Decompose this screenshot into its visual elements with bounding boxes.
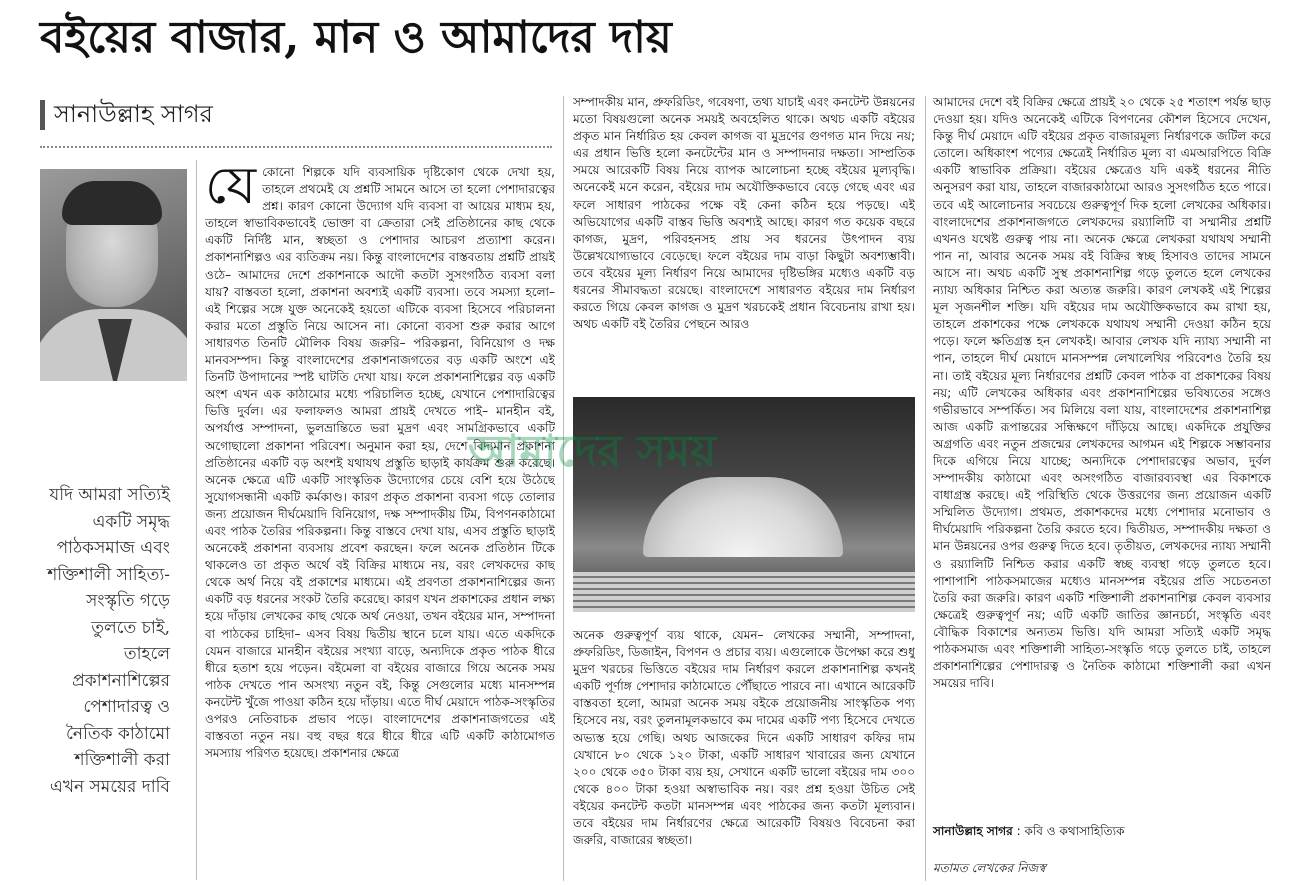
article-column-2-bottom: [573, 627, 915, 882]
author-photo: [40, 169, 187, 381]
byline-bar: [40, 100, 45, 130]
opinion-disclaimer: মতামত লেখকের নিজস্ব: [933, 861, 1046, 875]
author-hair: [62, 181, 162, 225]
byline: সানাউল্লাহ সাগর: [54, 100, 213, 128]
column-divider-1: [196, 160, 197, 880]
column-3-text: আমাদের দেশে বই বিক্রির ক্ষেত্রে প্রায়ই ২০ থেকে ২৫ শতাংশ পর্যন্ত ছাড় দেওয়া হয়। যদিও অনেকেই এটিকে বিপণনের কৌশল হিসেবে দেখেন, কিন্তু দীর্ঘ মেয়াদে এটি বইয়ের প্রকৃত বাজারমূল্য নির্ধারণকে জটিল করে তোলে। অধিকাংশ পণ্যের ক্ষেত্রেই নির্ধারিত মূল্য বা এমআরপিতে বিক্রি একটি স্বাভাবিক প্রক্রিয়া। বইয়ের ক্ষেত্রেও যদি একই ধরনের নীতি অনুসরণ করা যায়, তাহলে বাজারকাঠামো আরও সুসংগঠিত হতে পারে। তবে এই আলোচনার সবচেয়ে গুরুত্বপূর্ণ দিক হলো লেখকের অধিকার। বাংলাদেশের প্রকাশনাজগতে লেখকদের রয়্যালিটি বা সম্মানীর প্রশ্নটি এখনও যথেষ্ট গুরুত্ব পায় না। অনেক ক্ষেত্রে লেখকরা যথাযথ সম্মানী পান না, আবার অনেক সময় বই বিক্রির স্বচ্ছ হিসাবও তাদের সামনে আসে না। অথচ একটি সুস্থ প্রকাশনাশিল্প গড়ে তুলতে হলে লেখকের ন্যায্য অধিকার নিশ্চিত করা অত্যন্ত জরুরি। কারণ লেখকই এই শিল্পের মূল সৃজনশীল শক্তি। যদি বইয়ের দাম অযৌক্তিকভাবে কম রাখা হয়, তাহলে প্রকাশকের পক্ষে লেখককে যথাযথ সম্মানী দেওয়া কঠিন হয়ে পড়ে। ফলে ক্ষতিগ্রস্ত হন লেখকই। আবার লেখক যদি ন্যায্য সম্মানী না পান, তাহলে দীর্ঘ মেয়াদে মানসম্পন্ন লেখালেখির পরিবেশও তৈরি হয় না। তাই বইয়ের মূল্য নির্ধারণের প্রশ্নটি কেবল পাঠক বা প্রকাশকের বিষয় নয়; এটি লেখকের অধিকার এবং প্রকাশনাশিল্পের ভবিষ্যতের সঙ্গেও গভীরভাবে সম্পর্কিত। সব মিলিয়ে বলা যায়, বাংলাদেশের প্রকাশনাশিল্প আজ একটি রূপান্তরের সন্ধিক্ষণে দাঁড়িয়ে আছে। একদিকে প্রযুক্তির অগ্রগতি এবং নতুন প্রজন্মের লেখকদের আগমন এই শিল্পকে সম্ভাবনার দিকে এগিয়ে নিয়ে যাচ্ছে; অন্যদিকে পেশাদারত্বের অভাব, দুর্বল সম্পাদকীয় কাঠামো এবং অসংগঠিত বাজারব্যবস্থা এর বিকাশকে বাধাগ্রস্ত করছে। এই পরিস্থিতি থেকে উত্তরণের জন্য প্রয়োজন একটি সম্মিলিত উদ্যোগ। প্রথমত, প্রকাশকদের মধ্যে পেশাদার মনোভাব ও দীর্ঘমেয়াদি পরিকল্পনা তৈরি করতে হবে। দ্বিতীয়ত, সম্পাদকীয় দক্ষতা ও মান উন্নয়নের ওপর গুরুত্ব দিতে হবে। তৃতীয়ত, লেখকদের ন্যায্য সম্মানী ও রয়্যালিটি নিশ্চিত করার একটি স্বচ্ছ ব্যবস্থা গড়ে তুলতে হবে। পাশাপাশি পাঠকসমাজের মধ্যেও মানসম্পন্ন বইয়ের প্রতি সচেতনতা তৈরি করা জরুরি। কারণ একটি শক্তিশালী প্রকাশনাশিল্প কেবল ব্যবসার ক্ষেত্রেই গুরুত্বপূর্ণ নয়; এটি একটি জাতির জ্ঞানচর্চা, সংস্কৃতি এবং বৌদ্ধিক বিকাশের অন্যতম ভিত্তি। যদি আমরা সত্যিই একটি সমৃদ্ধ পাঠকসমাজ এবং শক্তিশালী সাহিত্য-সংস্কৃতি গড়ে তুলতে চাই, তাহলে প্রকাশনাশিল্পের পেশাদারত্ব ও নৈতিক কাঠামো শক্তিশালী করা এখন সময়ের দাবি।: [933, 95, 1271, 691]
column-divider-3: [925, 96, 926, 881]
column-2-bottom-text: অনেক গুরুত্বপূর্ণ ব্যয় থাকে, যেমন– লেখকের সম্মানী, সম্পাদনা, প্রুফরিডিং, ডিজাইন, বিপণন ও প্রচার ব্যয়। এগুলোকে উপেক্ষা করে শুধু মুদ্রণ খরচের ভিত্তিতে বইয়ের দাম নির্ধারণ করলে প্রকাশনাশিল্প কখনই একটি পূর্ণাঙ্গ পেশাদার কাঠামোতে পৌঁছাতে পারবে না। এখানে আরেকটি বাস্তবতা হলো, আমরা অনেক সময় বইকে প্রয়োজনীয় সাংস্কৃতিক পণ্য হিসেবে নয়, বরং তুলনামূলকভাবে কম দামের একটি পণ্য হিসেবে দেখতে অভ্যস্ত হয়ে গেছি। অথচ আজকের দিনে একটি সাধারণ কফির দাম যেখানে ৮০ থেকে ১২০ টাকা, একটি সাধারণ খাবারের জন্য যেখানে ২০০ থেকে ৩৫০ টাকা ব্যয় হয়, সেখানে একটি ভালো বইয়ের দাম ৩০০ থেকে ৪০০ টাকা হওয়া অস্বাভাবিক নয়। বরং প্রশ্ন হওয়া উচিত সেই বইয়ের কনটেন্ট কতটা মানসম্পন্ন এবং পাঠকের জন্য কতটা মূল্যবান। তবে বইয়ের দাম নির্ধারণের ক্ষেত্রে আরেকটি বিষয়ও বিবেচনা করা জরুরি, বাজারের স্বচ্ছতা।: [573, 628, 915, 848]
signature-name: সানাউল্লাহ সাগর: [933, 824, 1013, 838]
pull-quote: যদি আমরা সত্যিই একটি সমৃদ্ধ পাঠকসমাজ এবং শক্তিশালী সাহিত্য-সংস্কৃতি গড়ে তুলতে চাই, তাহলে প্রকাশনাশিল্পের পেশাদারত্ব ও নৈতিক কাঠামো শক্তিশালী করা এখন সময়ের দাবি: [47, 485, 170, 797]
column-1-text: কোনো শিল্পকে যদি ব্যবসায়িক দৃষ্টিকোণ থেকে দেখা হয়, তাহলে প্রথমেই যে প্রশ্নটি সামনে আসে তা হলো পেশাদারত্বের প্রশ্ন। কারণ কোনো উদ্যোগ যদি ব্যবসা বা আয়ের মাধ্যম হয়, তাহলে স্বাভাবিকভাবেই ভোক্তা বা ক্রেতারা সেই প্রতিষ্ঠানের কাছ থেকে একটি নির্দিষ্ট মান, স্বচ্ছতা ও পেশাদার আচরণ প্রত্যাশা করেন। প্রকাশনাশিল্পও এর ব্যতিক্রম নয়। কিন্তু বাংলাদেশের বাস্তবতায় প্রশ্নটি প্রায়ই ওঠে– আমাদের দেশে প্রকাশনাকে আদৌ কতটা সুসংগঠিত ব্যবসা বলা যায়? বাস্তবতা হলো, প্রকাশনা অবশ্যই একটি ব্যবসা। তবে সমস্যা হলো– এই শিল্পের সঙ্গে যুক্ত অনেকেই হয়তো এটিকে ব্যবসা হিসেবে পরিচালনা করার মতো প্রস্তুতি নিয়ে আসেন না। কোনো ব্যবসা শুরু করার আগে সাধারণত তিনটি মৌলিক বিষয় জরুরি– পরিকল্পনা, বিনিয়োগ ও দক্ষ মানবসম্পদ। কিন্তু বাংলাদেশের প্রকাশনাজগতের বড় একটি অংশে এই তিনটি উপাদানের স্পষ্ট ঘাটতি দেখা যায়। ফলে প্রকাশনাশিল্পের বড় একটি অংশ এখন এক কাঠামোর মধ্যে পরিচালিত হচ্ছে, যেখানে পেশাদারিত্বের ভিত্তি দুর্বল। এর ফলাফলও আমরা প্রায়ই দেখতে পাই– মানহীন বই, অপর্যাপ্ত সম্পাদনা, ভুলভ্রান্তিতে ভরা মুদ্রণ এবং সামগ্রিকভাবে একটি অগোছালো প্রকাশনা পরিবেশ। অনুমান করা হয়, দেশে বিদ্যমান প্রকাশনা প্রতিষ্ঠানের একটি বড় অংশই যথাযথ প্রস্তুতি ছাড়াই কার্যক্রম শুরু করেছে। অনেক ক্ষেত্রে এটি একটি সাংস্কৃতিক উদ্যোগের চেয়ে বেশি হয়ে উঠেছে সুযোগসন্ধানী একটি কর্মকাণ্ড। কারণ প্রকৃত প্রকাশনা ব্যবসা গড়ে তোলার জন্য প্রয়োজন দীর্ঘমেয়াদি বিনিয়োগ, দক্ষ সম্পাদকীয় টিম, বিপণনকাঠামো এবং পাঠক তৈরির পরিকল্পনা। কিন্তু বাস্তবে দেখা যায়, এসব প্রস্তুতি ছাড়াই অনেকেই প্রকাশনা ব্যবসায় প্রবেশ করছেন। ফলে অনেক প্রতিষ্ঠান টিকে থাকলেও তা প্রকৃত অর্থে বই বিক্রির মাধ্যমে নয়, বরং লেখকদের কাছ থেকে অর্থ নিয়ে বই প্রকাশের মাধ্যমে। এই প্রবণতা প্রকাশনাশিল্পের জন্য একটি বড় ধরনের সংকট তৈরি করেছে। কারণ যখন প্রকাশকের প্রধান লক্ষ্য হয়ে দাঁড়ায় লেখকের কাছ থেকে অর্থ নেওয়া, তখন বইয়ের মান, সম্পাদনা বা পাঠকের চাহিদা– এসব বিষয় দ্বিতীয় স্থানে চলে যায়। এতে একদিকে যেমন বাজারে মানহীন বইয়ের সংখ্যা বাড়ে, অন্যদিকে প্রকৃত পাঠক ধীরে ধীরে হতাশ হয়ে পড়েন। বইমেলা বা বইয়ের বাজারে গিয়ে অনেক সময় পাঠক দেখতে পান অসংখ্য নতুন বই, কিন্তু সেগুলোর মধ্যে মানসম্পন্ন কনটেন্ট খুঁজে পাওয়া কঠিন হয়ে দাঁড়ায়। এতে দীর্ঘ মেয়াদে পাঠক-সংস্কৃতির ওপরও নেতিবাচক প্রভাব পড়ে। বাংলাদেশের প্রকাশনাজগতের এই বাস্তবতা নতুন নয়। বহু বছর ধরে ধীরে ধীরে এটি একটি কাঠামোগত সমস্যায় পরিণত হয়েছে। প্রকাশনার ক্ষেত্রে: [205, 165, 555, 761]
article-column-2-top: [573, 94, 915, 380]
newspaper-watermark: আমাদের সময়: [468, 426, 717, 477]
article-column-1: [205, 164, 555, 884]
drop-cap: যে: [205, 164, 257, 216]
signature-separator: :: [1012, 824, 1025, 838]
author-signature: [933, 823, 1125, 843]
book-stack-graphic: [573, 572, 915, 612]
headline: বইয়ের বাজার, মান ও আমাদের দায়: [40, 12, 672, 63]
dotted-divider: [40, 146, 552, 148]
column-2-top-text: সম্পাদকীয় মান, প্রুফরিডিং, গবেষণা, তথ্য যাচাই এবং কনটেন্ট উন্নয়নের মতো বিষয়গুলো অনেক সময়ই অবহেলিত থাকে। অথচ একটি বইয়ের প্রকৃত মান নির্ধারিত হয় কেবল কাগজ বা মুদ্রণের গুণগত মান দিয়ে নয়; এর প্রধান ভিত্তি হলো কনটেন্টের মান ও সম্পাদনার দক্ষতা। সাম্প্রতিক সময়ে আরেকটি বিষয় নিয়ে ব্যাপক আলোচনা হচ্ছে বইয়ের মূল্যবৃদ্ধি। অনেকেই মনে করেন, বইয়ের দাম অযৌক্তিকভাবে বেড়ে গেছে এবং এর ফলে সাধারণ পাঠকের পক্ষে বই কেনা কঠিন হয়ে পড়ছে। এই অভিযোগের একটি বাস্তব ভিত্তি অবশ্যই আছে। কারণ গত কয়েক বছরে কাগজ, মুদ্রণ, পরিবহনসহ প্রায় সব ধরনের উৎপাদন ব্যয় উল্লেখযোগ্যভাবে বেড়েছে। ফলে বইয়ের দাম বাড়া কিছুটা অবশ্যম্ভাবী। তবে বইয়ের মূল্য নির্ধারণ নিয়ে আমাদের দৃষ্টিভঙ্গির মধ্যেও একটি বড় ধরনের সীমাবদ্ধতা রয়েছে। বাংলাদেশে সাধারণত বইয়ের দাম নির্ধারণ করতে গিয়ে কেবল কাগজ ও মুদ্রণ খরচকেই প্রধান বিবেচনায় রাখা হয়। অথচ একটি বই তৈরির পেছনে আরও: [573, 95, 915, 332]
article-column-3: [933, 94, 1271, 814]
signature-role: কবি ও কথাসাহিত্যিক: [1024, 824, 1125, 838]
